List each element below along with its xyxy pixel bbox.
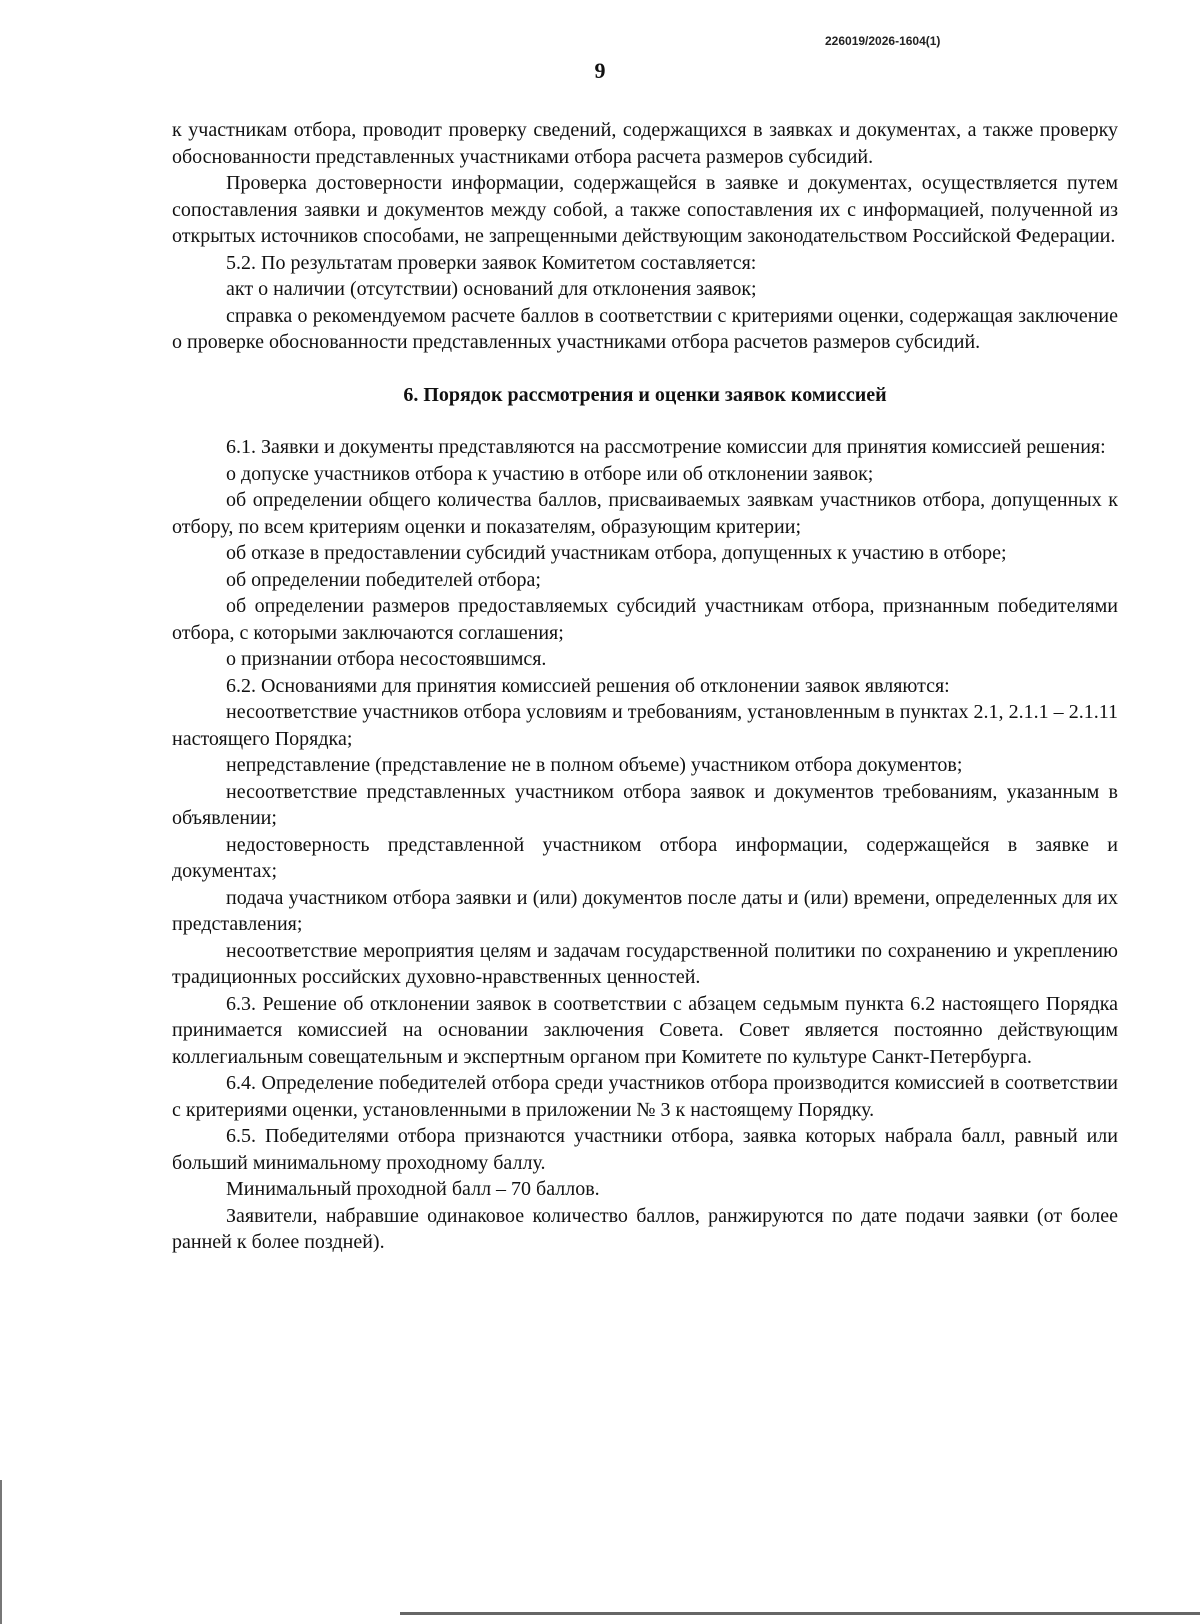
paragraph-clause-5-2: 5.2. По результатам проверки заявок Комитетом составляется:: [226, 251, 757, 274]
paragraph-continuation: к участникам отбора, проводит проверку сведений, содержащихся в заявках и документах, а также проверку обоснованности представленных участниками отбора расчета размеров субсидий.: [172, 119, 1118, 168]
paragraph: Проверка достоверности информации, содержащейся в заявке и документах, осуществляется путем сопоставления заявки и документов между собой, а также сопоставления их с информацией, полученной из открытых источников способами, не запрещенными действующим законодательством Российской Федерации.: [172, 172, 1118, 247]
paragraph: несоответствие мероприятия целям и задачам государственной политики по сохранению и укреплению традиционных российских духовно-нравственных ценностей.: [172, 939, 1118, 988]
document-code: 226019/2026-1604(1): [825, 34, 941, 48]
paragraph-clause-6-1: 6.1. Заявки и документы представляются на рассмотрение комиссии для принятия комиссией решения:: [226, 436, 1106, 458]
paragraph: недостоверность представленной участником отбора информации, содержащейся в заявке и документах;: [172, 833, 1118, 882]
scan-margin-mark: [0, 1480, 2, 1624]
paragraph: непредставление (представление не в полном объеме) участником отбора документов;: [226, 754, 963, 776]
page-number: 9: [594, 58, 606, 83]
paragraph-clause-6-4: 6.4. Определение победителей отбора среди участников отбора производится комиссией в соответствии с критериями оценки, установленными в приложении № 3 к настоящему Порядку.: [172, 1072, 1118, 1121]
paragraph: о признании отбора несостоявшимся.: [226, 648, 547, 670]
paragraph: об определении победителей отбора;: [226, 568, 541, 591]
scan-bottom-line: [400, 1612, 1200, 1615]
paragraph: об определении размеров предоставляемых субсидий участникам отбора, признанным победителями отбора, с которыми заключаются соглашения;: [172, 595, 1118, 644]
paragraph: несоответствие представленных участником отбора заявок и документов требованиям, указанным в объявлении;: [172, 780, 1118, 829]
paragraph: об определении общего количества баллов, присваиваемых заявкам участников отбора, допущенных к отбору, по всем критериям оценки и показателям, образующим критерии;: [172, 489, 1118, 538]
paragraph-clause-6-5: 6.5. Победителями отбора признаются участники отбора, заявка которых набрала балл, равный или больший минимальному проходному баллу.: [172, 1125, 1118, 1174]
paragraph: справка о рекомендуемом расчете баллов в соответствии с критериями оценки, содержащая заключение о проверке обоснованности представленных участниками отбора расчетов размеров субсидий.: [172, 304, 1118, 353]
document-body: [172, 117, 1118, 1256]
paragraph-clause-6-2: 6.2. Основаниями для принятия комиссией решения об отклонении заявок являются:: [226, 674, 950, 697]
paragraph: акт о наличии (отсутствии) оснований для отклонения заявок;: [226, 278, 757, 300]
paragraph-clause-6-3: 6.3. Решение об отклонении заявок в соответствии с абзацем седьмым пункта 6.2 настоящего Порядка принимается комиссией на основании заключения Совета. Совет является постоянно действующим коллегиальным совещательным и экспертным органом при Комитете по культуре Санкт-Петербурга.: [172, 992, 1118, 1068]
paragraph: о допуске участников отбора к участию в отборе или об отклонении заявок;: [226, 462, 874, 485]
paragraph: Минимальный проходной балл – 70 баллов.: [226, 1178, 600, 1200]
paragraph: несоответствие участников отбора условиям и требованиям, установленным в пунктах 2.1, 2.1.1 – 2.1.11 настоящего Порядка;: [172, 701, 1118, 750]
paragraph: об отказе в предоставлении субсидий участникам отбора, допущенных к участию в отборе;: [226, 542, 1007, 564]
section-heading: 6. Порядок рассмотрения и оценки заявок комиссией: [403, 383, 887, 406]
paragraph: подача участником отбора заявки и (или) документов после даты и (или) времени, определенных для их представления;: [172, 886, 1118, 935]
paragraph: Заявители, набравшие одинаковое количество баллов, ранжируются по дате подачи заявки (от более ранней к более поздней).: [172, 1204, 1118, 1253]
